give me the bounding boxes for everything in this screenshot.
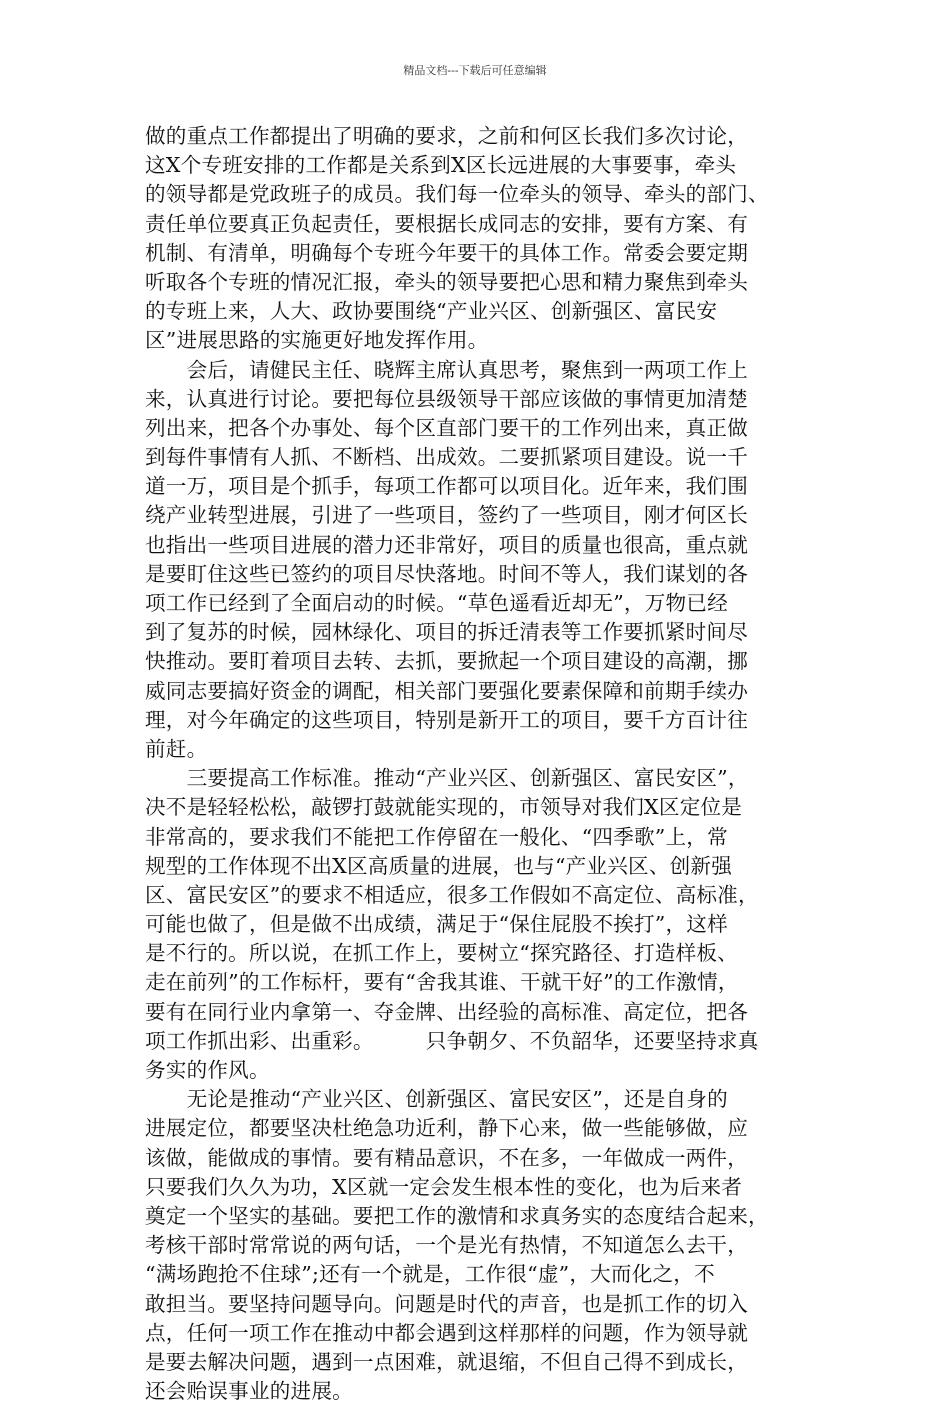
text-line: 听取各个专班的情况汇报，牵头的领导要把心思和精力聚焦到牵头 <box>145 269 749 294</box>
text-line: 要有在同行业内拿第一、夺金牌、出经验的高标准、高定位，把各 <box>145 999 749 1024</box>
text-line: 三要提高工作标准。推动“产业兴区、创新强区、富民安区”， <box>145 766 749 791</box>
text-line: 项工作抓出彩、出重彩。 只争朝夕、不负韶华，还要坚持求真 <box>145 1028 759 1053</box>
text-line: 来，认真进行讨论。要把每位县级领导干部应该做的事情更加清楚 <box>145 386 749 411</box>
text-line: 到了复苏的时候，园林绿化、项目的拆迁清表等工作要抓紧时间尽 <box>145 620 749 645</box>
text-line: 是要盯住这些已签约的项目尽快落地。时间不等人，我们谋划的各 <box>145 561 749 586</box>
text-line: 的专班上来，人大、政协要围绕“产业兴区、创新强区、富民安 <box>145 299 718 324</box>
text-line: 考核干部时常常说的两句话，一个是光有热情，不知道怎么去干， <box>145 1233 749 1258</box>
text-line: 机制、有清单，明确每个专班今年要干的具体工作。常委会要定期 <box>145 240 749 265</box>
text-line: 是要去解决问题，遇到一点困难，就退缩，不但自己得不到成长， <box>145 1349 749 1374</box>
text-line: 会后，请健民主任、晓辉主席认真思考，聚焦到一两项工作上 <box>145 357 749 382</box>
text-line: 决不是轻轻松松，敲锣打鼓就能实现的，市领导对我们X区定位是 <box>145 795 743 820</box>
text-line: 到每件事情有人抓、不断档、出成效。二要抓紧项目建设。说一千 <box>145 445 749 470</box>
text-line: 也指出一些项目进展的潜力还非常好，项目的质量也很高，重点就 <box>145 532 749 557</box>
text-line: 是不行的。所以说，在抓工作上，要树立“探究路径、打造样板、 <box>145 941 738 966</box>
text-line: 绕产业转型进展，引进了一些项目，签约了一些项目，刚才何区长 <box>145 503 749 528</box>
text-line: 威同志要搞好资金的调配，相关部门要强化要素保障和前期手续办 <box>145 678 749 703</box>
text-line: 道一万，项目是个抓手，每项工作都可以项目化。近年来，我们围 <box>145 474 749 499</box>
text-line: 务实的作风。 <box>145 1058 270 1082</box>
text-line: 快推动。要盯着项目去转、去抓，要掀起一个项目建设的高潮，挪 <box>145 649 749 674</box>
text-line: 前赶。 <box>145 736 208 761</box>
text-line: 的领导都是党政班子的成员。我们每一位牵头的领导、牵头的部门、 <box>145 182 769 207</box>
text-line: 走在前列”的工作标杆，要有“舍我其谁、干就干好”的工作激情， <box>145 970 739 995</box>
document-body <box>145 122 810 1406</box>
text-line: “满场跑抢不住球”;还有一个就是，工作很“虚”，大而化之，不 <box>145 1262 715 1287</box>
text-line: 这X个专班安排的工作都是关系到X区长远进展的大事要事，牵头 <box>145 153 737 178</box>
page-header: 精品文档---下载后可任意编辑 <box>403 64 547 77</box>
text-line: 列出来，把各个办事处、每个区直部门要干的工作列出来，真正做 <box>145 415 749 440</box>
text-line: 非常高的，要求我们不能把工作停留在一般化、“四季歌”上，常 <box>145 824 728 849</box>
text-line: 奠定一个坚实的基础。要把工作的激情和求真务实的态度结合起来， <box>145 1203 769 1228</box>
text-line: 敢担当。要坚持问题导向。问题是时代的声音，也是抓工作的切入 <box>145 1291 749 1316</box>
text-line: 进展定位，都要坚决杜绝急功近利，静下心来，做一些能够做，应 <box>145 1116 749 1141</box>
text-line: 区、富民安区”的要求不相适应，很多工作假如不高定位、高标准， <box>145 882 759 907</box>
text-line: 区”进展思路的实施更好地发挥作用。 <box>145 328 489 353</box>
text-line: 还会贻误事业的进展。 <box>145 1379 353 1404</box>
text-line: 项工作已经到了全面启动的时候。“草色遥看近却无”，万物已经 <box>145 591 728 615</box>
text-line: 点，任何一项工作在推动中都会遇到这样那样的问题，作为领导就 <box>145 1320 749 1345</box>
text-line: 可能也做了，但是做不出成绩，满足于“保住屁股不挨打”，这样 <box>145 912 728 937</box>
text-line: 无论是推动“产业兴区、创新强区、富民安区”，还是自身的 <box>145 1087 728 1112</box>
text-line: 做的重点工作都提出了明确的要求，之前和何区长我们多次讨论， <box>145 124 749 148</box>
text-line: 只要我们久久为功，X区就一定会发生根本性的变化，也为后来者 <box>145 1174 743 1199</box>
text-line: 理，对今年确定的这些项目，特别是新开工的项目，要千方百计往 <box>145 707 749 732</box>
text-line: 规型的工作体现不出X区高质量的进展，也与“产业兴区、创新强 <box>145 853 733 878</box>
text-line: 责任单位要真正负起责任，要根据长成同志的安排，要有方案、有 <box>145 211 749 236</box>
text-line: 该做，能做成的事情。要有精品意识，不在多，一年做成一两件， <box>145 1145 749 1170</box>
